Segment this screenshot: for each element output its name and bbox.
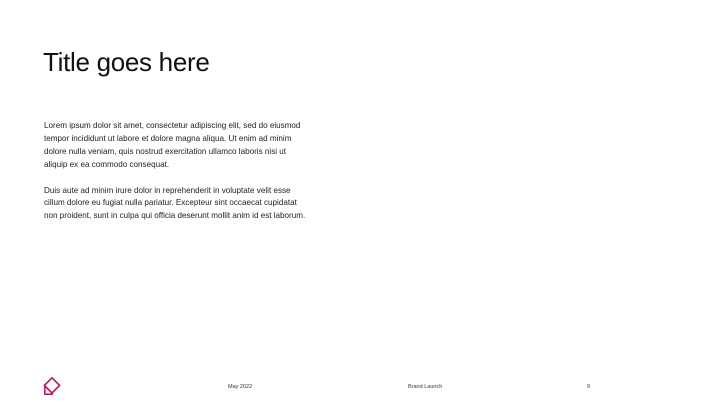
footer-brand: Brand Launch <box>408 384 443 390</box>
brand-logo-icon <box>42 376 62 396</box>
body-paragraph-1: Lorem ipsum dolor sit amet, consectetur adipiscing elit, sed do eiusmod tempor incididunt ut labore et dolore magna aliqua. Ut enim ad minim dolore nulla veniam, quis nostrud exercitation ullamco laboris nisi ut aliquip ex ea commodo consequat. <box>44 121 301 169</box>
footer-date: May 2022 <box>228 384 253 390</box>
page-number: 9 <box>587 384 591 390</box>
slide-title: Title goes here <box>43 47 210 77</box>
body-paragraph-2: Duis aute ad minim irure dolor in reprehenderit in voluptate velit esse cillum dolore eu fugiat nulla pariatur. Excepteur sint occaecat cupidatat non proident, sunt in culpa qui officia deserunt mollit anim id est laborum. <box>44 185 306 221</box>
slide-body <box>44 120 310 236</box>
slide-footer <box>0 376 720 400</box>
